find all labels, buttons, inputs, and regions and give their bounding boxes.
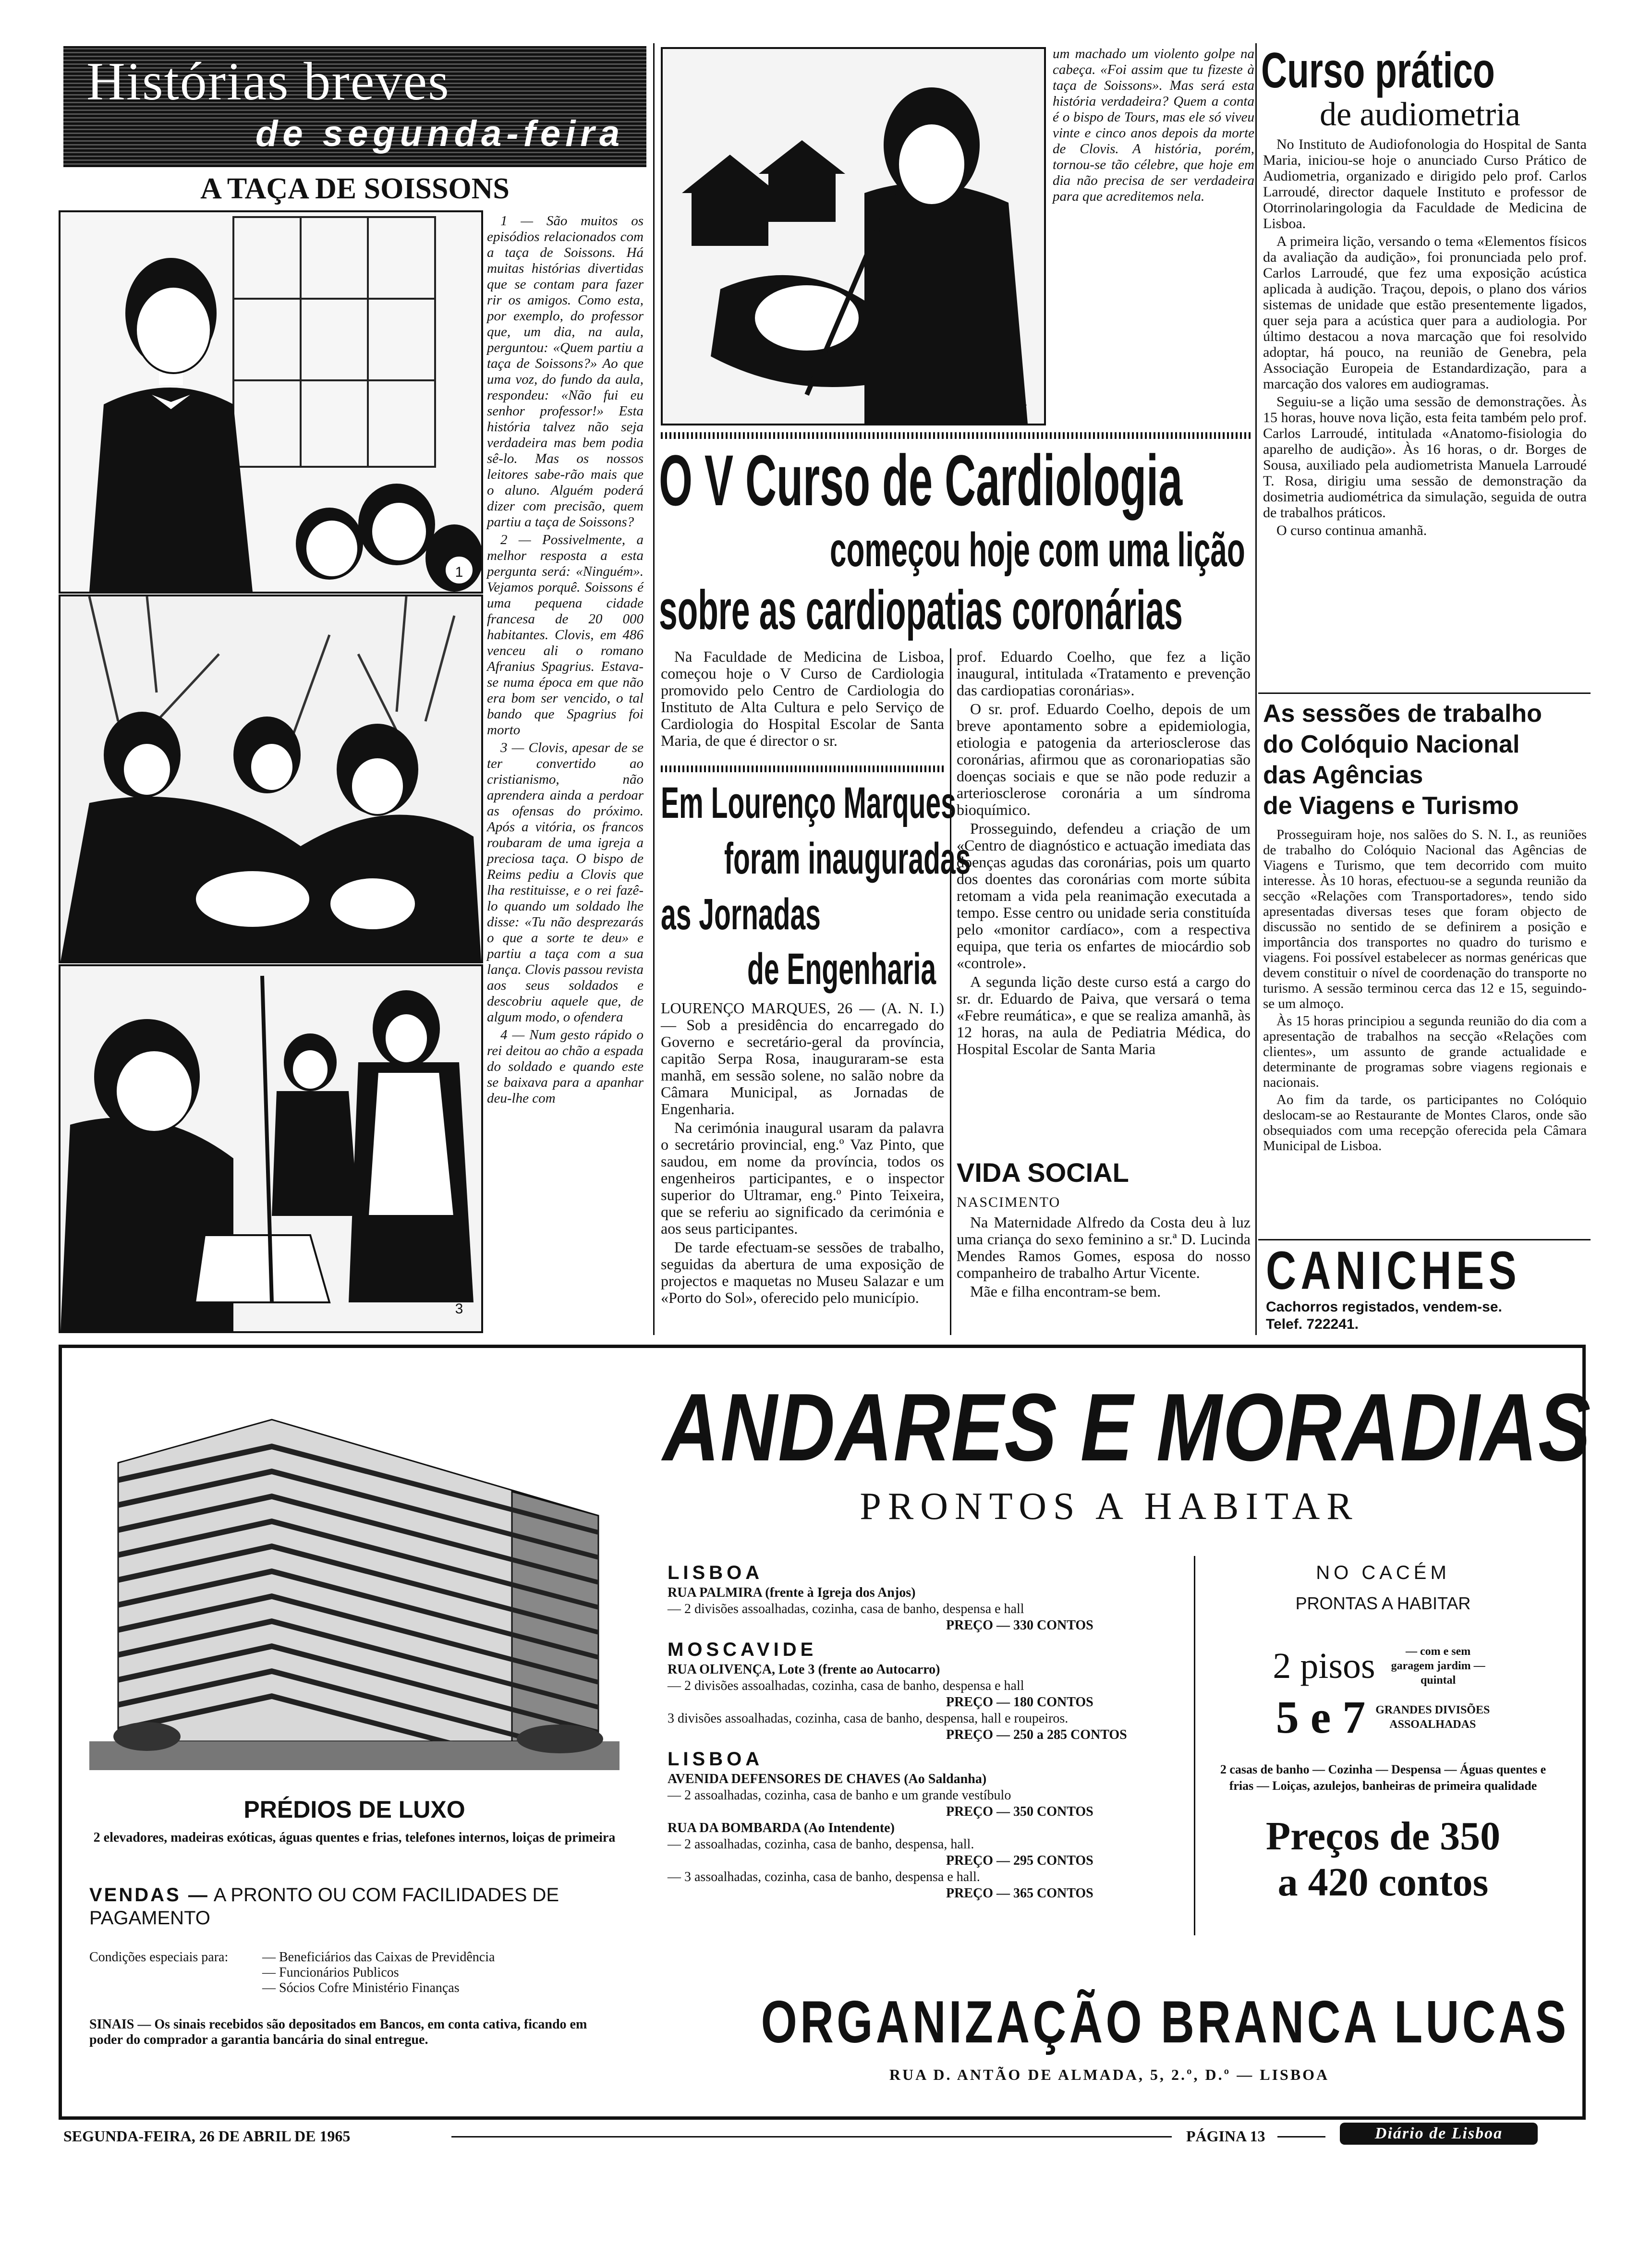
column-rule (1255, 43, 1257, 1335)
story-column-1 (487, 213, 644, 1108)
agencias-headline-1: As sessões de trabalho (1263, 700, 1542, 728)
cardio-headline-1: O V Curso de Cardiologia (659, 440, 1183, 521)
footer-page: PÁGINA 13 (1186, 2127, 1265, 2145)
listing-price: PREÇO — 295 CONTOS (946, 1853, 1093, 1868)
cardio-paragraph: A segunda lição deste curso está a cargo do sr. dr. Eduardo de Paiva, que versará o tema «Febre reumática», e que se realiza amanhã, às 12 horas, na aula de Pediatria Médica, do Hospital Escolar de Santa Maria (957, 973, 1251, 1057)
building-photo (89, 1405, 620, 1770)
cardio-paragraph: prof. Eduardo Coelho, que fez a lição inaugural, intitulada «Tratamento e prevenção das cardiopatias coronárias». (957, 648, 1251, 699)
divisoes-label: GRANDES DIVISÕES ASSOALHADAS (1375, 1704, 1490, 1731)
audio-paragraph: A primeira lição, versando o tema «Elementos físicos da avaliação da audição», foi pronunciada pelo prof. Carlos Larroudé, que fez uma exposição acústica aplicada à audição. Traçou, depois, o plano dos vários sistemas de unidade que estão presentemente ligados, quer seja para a acústica quer para a audiologia. Por último destacou a nova marcação que foi resolvido adoptar, há pouco, na reunião de Genebra, pela Associação Europeia de Estandardização, para a marcação dos valores em audiogramas. (1263, 233, 1587, 392)
vida-paragraph: Na Maternidade Alfredo da Costa deu à luz uma criança do sexo feminino a sr.ª D. Lucinda Mendes Ramos Gomes, esposa do nosso companheiro de trabalho Artur Vicente. (957, 1214, 1251, 1281)
section-rule (1258, 692, 1591, 694)
pisos-label: 2 pisos (1273, 1646, 1375, 1686)
vida-social-title: VIDA SOCIAL (957, 1157, 1129, 1188)
agencias-paragraph: Prosseguiram hoje, nos salões do S. N. I., as reuniões de trabalho do Colóquio Nacional das Agências de Viagens e Turismo, que tem decorrido com muito interesse. Às 10 horas, efectuou-se a segunda reunião da secção «Relações com Transportadores», tendo sido apresentadas diversas teses que foram objecto de discussão no sentido de se definirem a posição e importância dos transportes no quadro do turismo e viagens. Foi possível estabelecer as normas genéricas que devem constituir o nível de coordenação do transporte no turismo. A sessão terminou cerca das 12 e 15, seguindo-se um almoço. (1263, 827, 1587, 1011)
vida-social-sub: NASCIMENTO (957, 1194, 1061, 1210)
sinais-label: SINAIS — (89, 2017, 151, 2032)
comic-panel-1 (59, 210, 483, 594)
listing-street: RUA DA BOMBARDA (Ao Intendente) (668, 1821, 895, 1835)
story-paragraph-2: 2 — Possivelmente, a melhor resposta a esta pergunta será: «Ninguém». Vejamos porquê. Soissons é uma pequena cidade francesa de 20 000 habitantes. Clovis, em 486 venceu ali o romano Afranius Spagrius. Estava-se numa época em que não era bom ser vencido, o tal bando que Spagrius foi morto (487, 532, 644, 738)
footer-paper-logo: Diário de Lisboa (1340, 2123, 1538, 2145)
listing-desc: — 3 assoalhadas, cozinha, casa de banho, despensa e hall. (668, 1870, 980, 1884)
cardio-paragraph: Prosseguindo, defendeu a criação de um «Centro de diagnóstico e actuação imediata das doenças agudas das coronárias, pois um quarto dos doentes das coronárias com morte súbita retomam a vida pela reanimação executada a tempo. Esse centro ou unidade seria constituída pelo «monitor cardíaco», com a respectiva equipa, que teria os enfartes de miocárdio sob «controle». (957, 820, 1251, 972)
cond-item: — Funcionários Publicos (262, 1965, 399, 1980)
story-paragraph-4: 4 — Num gesto rápido o rei deitou ao chão a espada do soldado e quando este se baixava para a apanhar deu-lhe com (487, 1027, 644, 1106)
cardio-headline-3: sobre as cardiopatias coronárias (659, 579, 1183, 641)
caniches-title: CANICHES (1266, 1240, 1521, 1300)
panel-3-drawing (61, 966, 481, 1331)
predios-text: 2 elevadores, madeiras exóticas, águas quentes e frias, telefones internos, loiças de primeira (93, 1830, 616, 1845)
agencias-headline (1263, 698, 1590, 821)
cacem-desc: 2 casas de banho — Cozinha — Despensa — Águas quentes e frias — Loiças, azulejos, banheiras de primeira qualidade (1220, 1762, 1546, 1793)
footer-rule (451, 2136, 1172, 2138)
vendas-block (89, 1883, 620, 1930)
vida-paragraph: Mãe e filha encontram-se bem. (970, 1283, 1161, 1300)
cacem-sub: PRONTAS A HABITAR (1295, 1593, 1471, 1613)
location-label: LISBOA (668, 1562, 764, 1583)
audio-column (1263, 136, 1587, 540)
listing-desc: 3 divisões assoalhadas, cozinha, casa de banho, despensa, hall e roupeiros. (668, 1711, 1069, 1726)
precos-line-1: Preços de 350 (1265, 1814, 1501, 1858)
panel-number-1: 1 (455, 564, 463, 580)
vendas-text: A PRONTO OU COM FACILIDADES DE PAGAMENTO (89, 1884, 559, 1929)
listing-price: PREÇO — 250 a 285 CONTOS (946, 1727, 1127, 1742)
cardio-headline-2: começou hoje com uma lição (830, 523, 1245, 577)
vida-social-col (957, 1214, 1251, 1302)
comic-panel-4 (661, 47, 1046, 425)
agencias-paragraph: Ao fim da tarde, os participantes no Colóquio deslocam-se ao Restaurante de Montes Claros, onde são obsequiados com uma recepção oferecida pela Câmara Municipal de Lisboa. (1263, 1092, 1587, 1154)
precos-line-2: a 420 contos (1277, 1860, 1489, 1905)
lm-paragraph: LOURENÇO MARQUES, 26 — (A. N. I.) — Sob a presidência do encarregado do Governo e secretário-geral da província, capitão Serpa Rosa, inauguraram-se esta manhã, em sessão solene, no salão nobre da Câmara Municipal, as Jornadas de Engenharia. (661, 999, 944, 1117)
column-rule (653, 43, 655, 1335)
audio-paragraph: O curso continua amanhã. (1276, 522, 1427, 538)
listing-price: PREÇO — 365 CONTOS (946, 1886, 1093, 1901)
audio-headline-1: Curso prático (1261, 43, 1495, 98)
listing-desc: — 2 divisões assoalhadas, cozinha, casa de banho, despensa e hall (668, 1602, 1024, 1616)
listing-street: RUA OLIVENÇA, Lote 3 (frente ao Autocarro) (668, 1662, 940, 1677)
lm-paragraph: Na cerimónia inaugural usaram da palavra o secretário provincial, eng.º Vaz Pinto, que saudou, em nome da província, todos os engenheiros participantes, e o inspector superior do Ultramar, eng.º Pinto Teixeira, que se referiu ao significado da cerimónia e aos seus participantes. (661, 1119, 944, 1237)
listing-street: RUA PALMIRA (frente à Igreja dos Anjos) (668, 1585, 916, 1600)
masthead-line2: de segunda-feira (255, 113, 625, 154)
lm-headline-2: foram inauguradas (724, 834, 971, 883)
panel-4-drawing (663, 49, 1044, 424)
listing-desc: — 2 assoalhadas, cozinha, casa de banho, despensa, hall. (668, 1837, 974, 1852)
audio-paragraph: No Instituto de Audiofonologia do Hospital de Santa Maria, iniciou-se hoje o anunciado Curso Prático de Audiometria, organizado e dirigido pelo prof. Carlos Larroudé, director daquele Instituto e professor de Otorrinolaringologia da Faculdade de Medicina de Lisboa. (1263, 136, 1587, 231)
masthead-line1: Histórias breves (86, 52, 450, 111)
story-title: A TAÇA DE SOISSONS (200, 172, 510, 205)
sinais-block (89, 2017, 620, 2048)
lm-headline-1: Em Lourenço Marques (661, 778, 956, 827)
lm-headline-3: as Jornadas (661, 890, 821, 939)
hatched-rule (661, 432, 1251, 439)
org-address: RUA D. ANTÃO DE ALMADA, 5, 2.º, D.º — LISBOA (889, 2066, 1330, 2083)
hatched-rule (661, 765, 944, 772)
story-paragraph-5: um machado um violento golpe na cabeça. «Foi assim que tu fizeste à taça de Soissons». Mas será esta história verdadeira? Quem a conta é o bispo de Tours, mas ele só viveu vinte e cinco anos depois da morte de Clovis. A história, porém, tornou-se tão célebre, que hoje em dia não precisa de ser verdadeira para que acreditemos nela. (1053, 46, 1254, 204)
listing-desc: — 2 divisões assoalhadas, cozinha, casa de banho, despensa e hall (668, 1678, 1024, 1693)
building-drawing (89, 1405, 620, 1770)
listing-price: PREÇO — 180 CONTOS (946, 1695, 1093, 1710)
audio-paragraph: Seguiu-se a lição uma sessão de demonstrações. Às 15 horas, houve nova lição, esta feita também pelo prof. Carlos Larroudé, intitulada «Anatomo-fisiologia do aparelho de audição». Às 16 horas, o dr. Borges de Sousa, auxiliado pela audiometrista Manuela Larroudé T. Rosa, dirigiu uma sessão de demonstração da dosimetria audiométrica da simulação, seguida de outra de trabalhos práticos. (1263, 394, 1587, 521)
agencias-paragraph: Às 15 horas principiou a segunda reunião do dia com a apresentação de trabalhos na secção «Relações com clientes», um assunto de grande actualidade e determinante de programas sobre viagens regionais e nacionais. (1263, 1013, 1587, 1090)
comic-panel-2 (59, 595, 483, 963)
panel-number-4: 4 (1019, 395, 1027, 411)
story-column-2 (1053, 46, 1254, 206)
agencias-headline-2: do Colóquio Nacional (1263, 730, 1520, 758)
agencias-headline-4: de Viagens e Turismo (1263, 792, 1519, 820)
panel-number-3: 3 (455, 1301, 463, 1317)
footer-rule (1277, 2136, 1325, 2138)
predios-title: PRÉDIOS DE LUXO (243, 1796, 465, 1823)
listing-desc: — 2 assoalhadas, cozinha, casa de banho e um grande vestíbulo (668, 1788, 1011, 1803)
listing-street: AVENIDA DEFENSORES DE CHAVES (Ao Saldanha) (668, 1772, 987, 1786)
audio-headline-2: de audiometria (1320, 96, 1520, 133)
lm-paragraph: De tarde efectuam-se sessões de trabalho, seguidas da abertura de uma exposição de projectos e maquetas no Museu Salazar e um «Porto do Sol», oferecido pelo município. (661, 1239, 944, 1306)
cardio-col-1 (661, 648, 944, 751)
listing-price: PREÇO — 330 CONTOS (946, 1618, 1093, 1633)
location-label: LISBOA (668, 1749, 764, 1770)
caniches-text: Cachorros registados, vendem-se. Telef. 722241. (1266, 1299, 1502, 1332)
cardio-paragraph: Na Faculdade de Medicina de Lisboa, começou hoje o V Curso de Cardiologia promovido pelo Centro de Cardiologia do Instituto de Alta Cultura e pelo Serviço de Cardiologia do Hospital Escolar de Santa Maria, de que é director o sr. (661, 648, 944, 749)
story-paragraph-1: 1 — São muitos os episódios relacionados com a taça de Soissons. Há muitas histórias divertidas que se contam para fazer rir os amigos. Como esta, por exemplo, do professor que, um dia, na aula, perguntou: «Quem partiu a taça de Soissons?» Ao que uma voz, do fundo da aula, respondeu: «Não fui eu senhor professor!» Esta história talvez não seja verdadeira mas bem podia sê-lo. Mas os nossos leitores sabe-rão mais que o aluno. Alguém poderá dizer com precisão, quem partiu a taça de Soissons? (487, 213, 644, 530)
cond-label: Condições especiais para: (89, 1950, 229, 1965)
ad-subtitle: PRONTOS A HABITAR (860, 1485, 1359, 1528)
panel-number-2: 2 (455, 934, 463, 950)
lm-headline-4: de Engenharia (747, 945, 936, 994)
cardio-col-2 (957, 648, 1251, 1059)
pisos-note: — com e sem garagem jardim — quintal (1391, 1645, 1485, 1687)
cacem-column (1205, 1561, 1561, 1906)
agencias-headline-3: das Agências (1263, 761, 1423, 789)
location-label: MOSCAVIDE (668, 1639, 817, 1660)
cond-item: — Beneficiários das Caixas de Previdência (262, 1950, 495, 1965)
vendas-label: VENDAS — (89, 1884, 209, 1906)
cond-item: — Sócios Cofre Ministério Finanças (262, 1980, 460, 1995)
comic-panel-3 (59, 964, 483, 1333)
column-rule (950, 648, 951, 1335)
cond-block (89, 1950, 620, 1996)
ad-divider (1194, 1556, 1195, 1935)
listings-column (668, 1561, 1179, 1902)
big-5-e-7: 5 e 7 (1275, 1691, 1366, 1743)
lm-column (661, 1000, 944, 1308)
panel-1-drawing (61, 212, 481, 592)
cardio-paragraph: O sr. prof. Eduardo Coelho, depois de um breve apontamento sobre a epidemiologia, etiologia e patogenia da arteriosclerose das coronárias, afirmou que as coronariopatias são doenças sociais e que se não pode reduzir a arteriosclerose coronária a um síndroma bioquímico. (957, 700, 1251, 818)
panel-2-drawing (61, 596, 481, 961)
story-paragraph-3: 3 — Clovis, apesar de se ter convertido ao cristianismo, não aprendera ainda a perdoar as ofensas do próximo. Após a vitória, os francos roubaram de uma igreja a preciosa taça. O bispo de Reims pediu a Clovis que lha restituisse, e o rei fazê-lo quando um soldado lhe disse: «Tu não desprezarás o que a sorte te deu» e partiu a taça com a sua lança. Clovis passou revista aos seus soldados e descobriu aquele que, de algum modo, o ofendera (487, 740, 644, 1025)
sinais-text: Os sinais recebidos são depositados em Bancos, em conta cativa, ficando em poder do comprador a garantia bancária do sinal entregue. (89, 2017, 587, 2047)
footer-date: SEGUNDA-FEIRA, 26 DE ABRIL DE 1965 (63, 2127, 351, 2145)
agencias-column (1263, 827, 1587, 1155)
listing-price: PREÇO — 350 CONTOS (946, 1804, 1093, 1819)
org-name: ORGANIZAÇÃO BRANCA LUCAS (761, 1989, 1569, 2055)
ad-title: ANDARES E MORADIAS (663, 1374, 1591, 1481)
cacem-title: NO CACÉM (1316, 1562, 1450, 1583)
masthead-banner (63, 46, 646, 167)
